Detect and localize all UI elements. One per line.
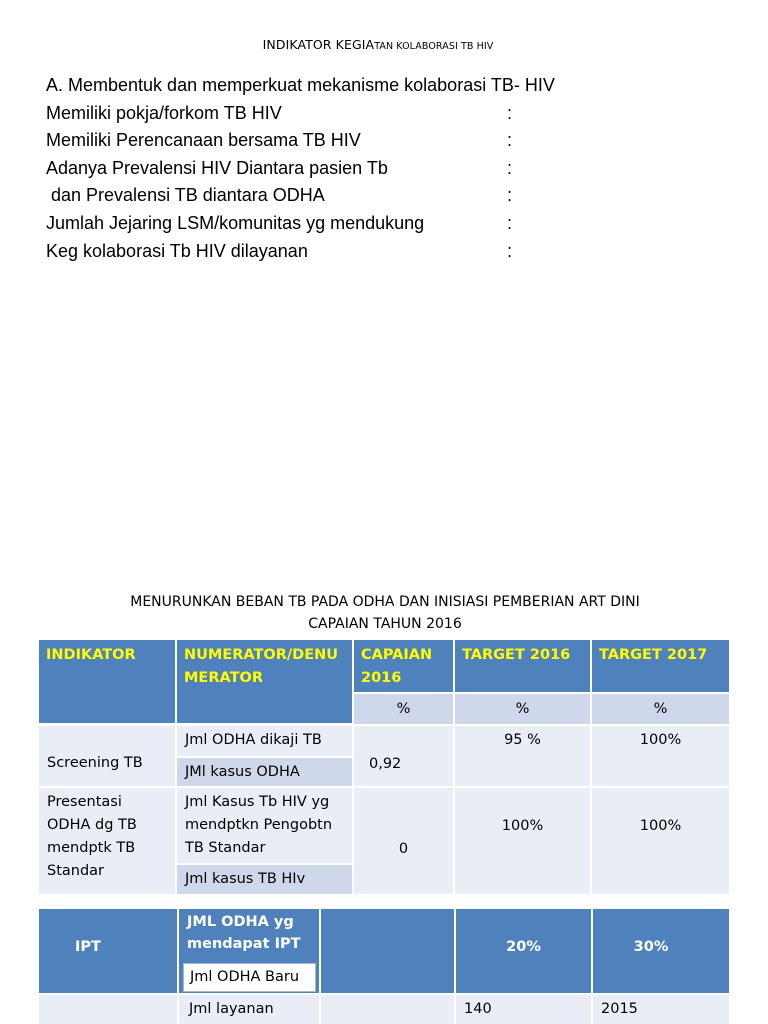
list-item-label: Memiliki pokja/forkom TB HIV [46,102,282,123]
list-item-colon: : [507,130,513,151]
header-indikator: INDIKATOR [39,640,175,723]
list-item-label: Memiliki Perencanaan bersama TB HIV [46,130,361,151]
list-item-colon: : [507,185,513,206]
list-item [46,127,746,155]
row1-denominator: JMl kasus ODHA [177,758,352,786]
row1-target-2016: 95 % [455,726,590,786]
list-item-label: Adanya Prevalensi HIV Diantara pasien Tb [46,157,388,178]
unit-capaian: % [354,694,453,724]
row1-target-2017: 100% [592,726,729,786]
ipt-next-value-2016: 140 [456,995,591,1024]
page-title-small: TAN KOLABORASI TB HIV [374,41,494,52]
unit-target-2016: % [455,694,590,724]
ipt-next-capaian [321,995,454,1024]
list-item [46,238,746,266]
row2-numerator: Jml Kasus Tb HIV yg mendptkn Pengobtn TB Standar [177,788,352,863]
ipt-capaian [321,909,454,993]
ipt-indicator-text: IPT [75,939,101,955]
list-item [46,155,746,183]
list-item-colon: : [507,240,513,261]
header-target-2016: TARGET 2016 [455,640,590,692]
row2-denominator: Jml kasus TB HIv [177,865,352,894]
ipt-next-value-2017: 2015 [593,995,729,1024]
header-numerator: NUMERATOR/DENU MERATOR [177,640,352,723]
ipt-target-2017: 30% [593,909,729,993]
ipt-numerator: JML ODHA yg mendapat IPT [179,909,319,993]
list-item [46,72,746,100]
unit-target-2017: % [592,694,729,724]
section-title-line2: CAPAIAN TAHUN 2016 [308,616,462,632]
list-item [46,100,746,128]
row1-numerator: Jml ODHA dikaji TB [177,726,352,756]
list-item-label: Jumlah Jejaring LSM/komunitas yg mendukung [46,212,425,233]
list-item-colon: : [507,212,513,233]
ipt-next-label: Jml layanan [179,995,319,1024]
header-capaian: CAPAIAN 2016 [354,640,453,692]
list-item-colon: : [507,157,513,178]
list-item-label: Keg kolaborasi Tb HIV dilayanan [46,240,308,261]
row2-target-2016: 100% [455,788,590,894]
row2-capaian: 0 [354,788,453,894]
list-item-colon: : [507,102,513,123]
section-title [0,591,768,635]
list-item [46,182,746,210]
section-title-line1: MENURUNKAN BEBAN TB PADA ODHA DAN INISIASI PEMBERIAN ART DINI [130,594,640,610]
header-target-2017: TARGET 2017 [592,640,729,692]
row2-target-2017: 100% [592,788,729,894]
ipt-target-2016: 20% [456,909,591,993]
row1-indicator [39,726,175,786]
row2-indicator: Presentasi ODHA dg TB mendptk TB Standar [39,788,175,894]
list-item [46,210,746,238]
ipt-denominator: Jml ODHA Baru [183,963,316,992]
ipt-indicator [39,909,177,993]
page-title-main: INDIKATOR KEGIA [262,37,375,52]
list-item-label: A. Membentuk dan memperkuat mekanisme kolaborasi TB- HIV [46,75,555,95]
page-title [0,37,756,52]
row1-indicator-text: Screening TB [47,755,143,771]
list-item-label: dan Prevalensi TB diantara ODHA [46,185,325,206]
row1-capaian: 0,92 [354,726,453,786]
indicator-list [46,72,746,265]
ipt-next-blank [39,995,177,1024]
